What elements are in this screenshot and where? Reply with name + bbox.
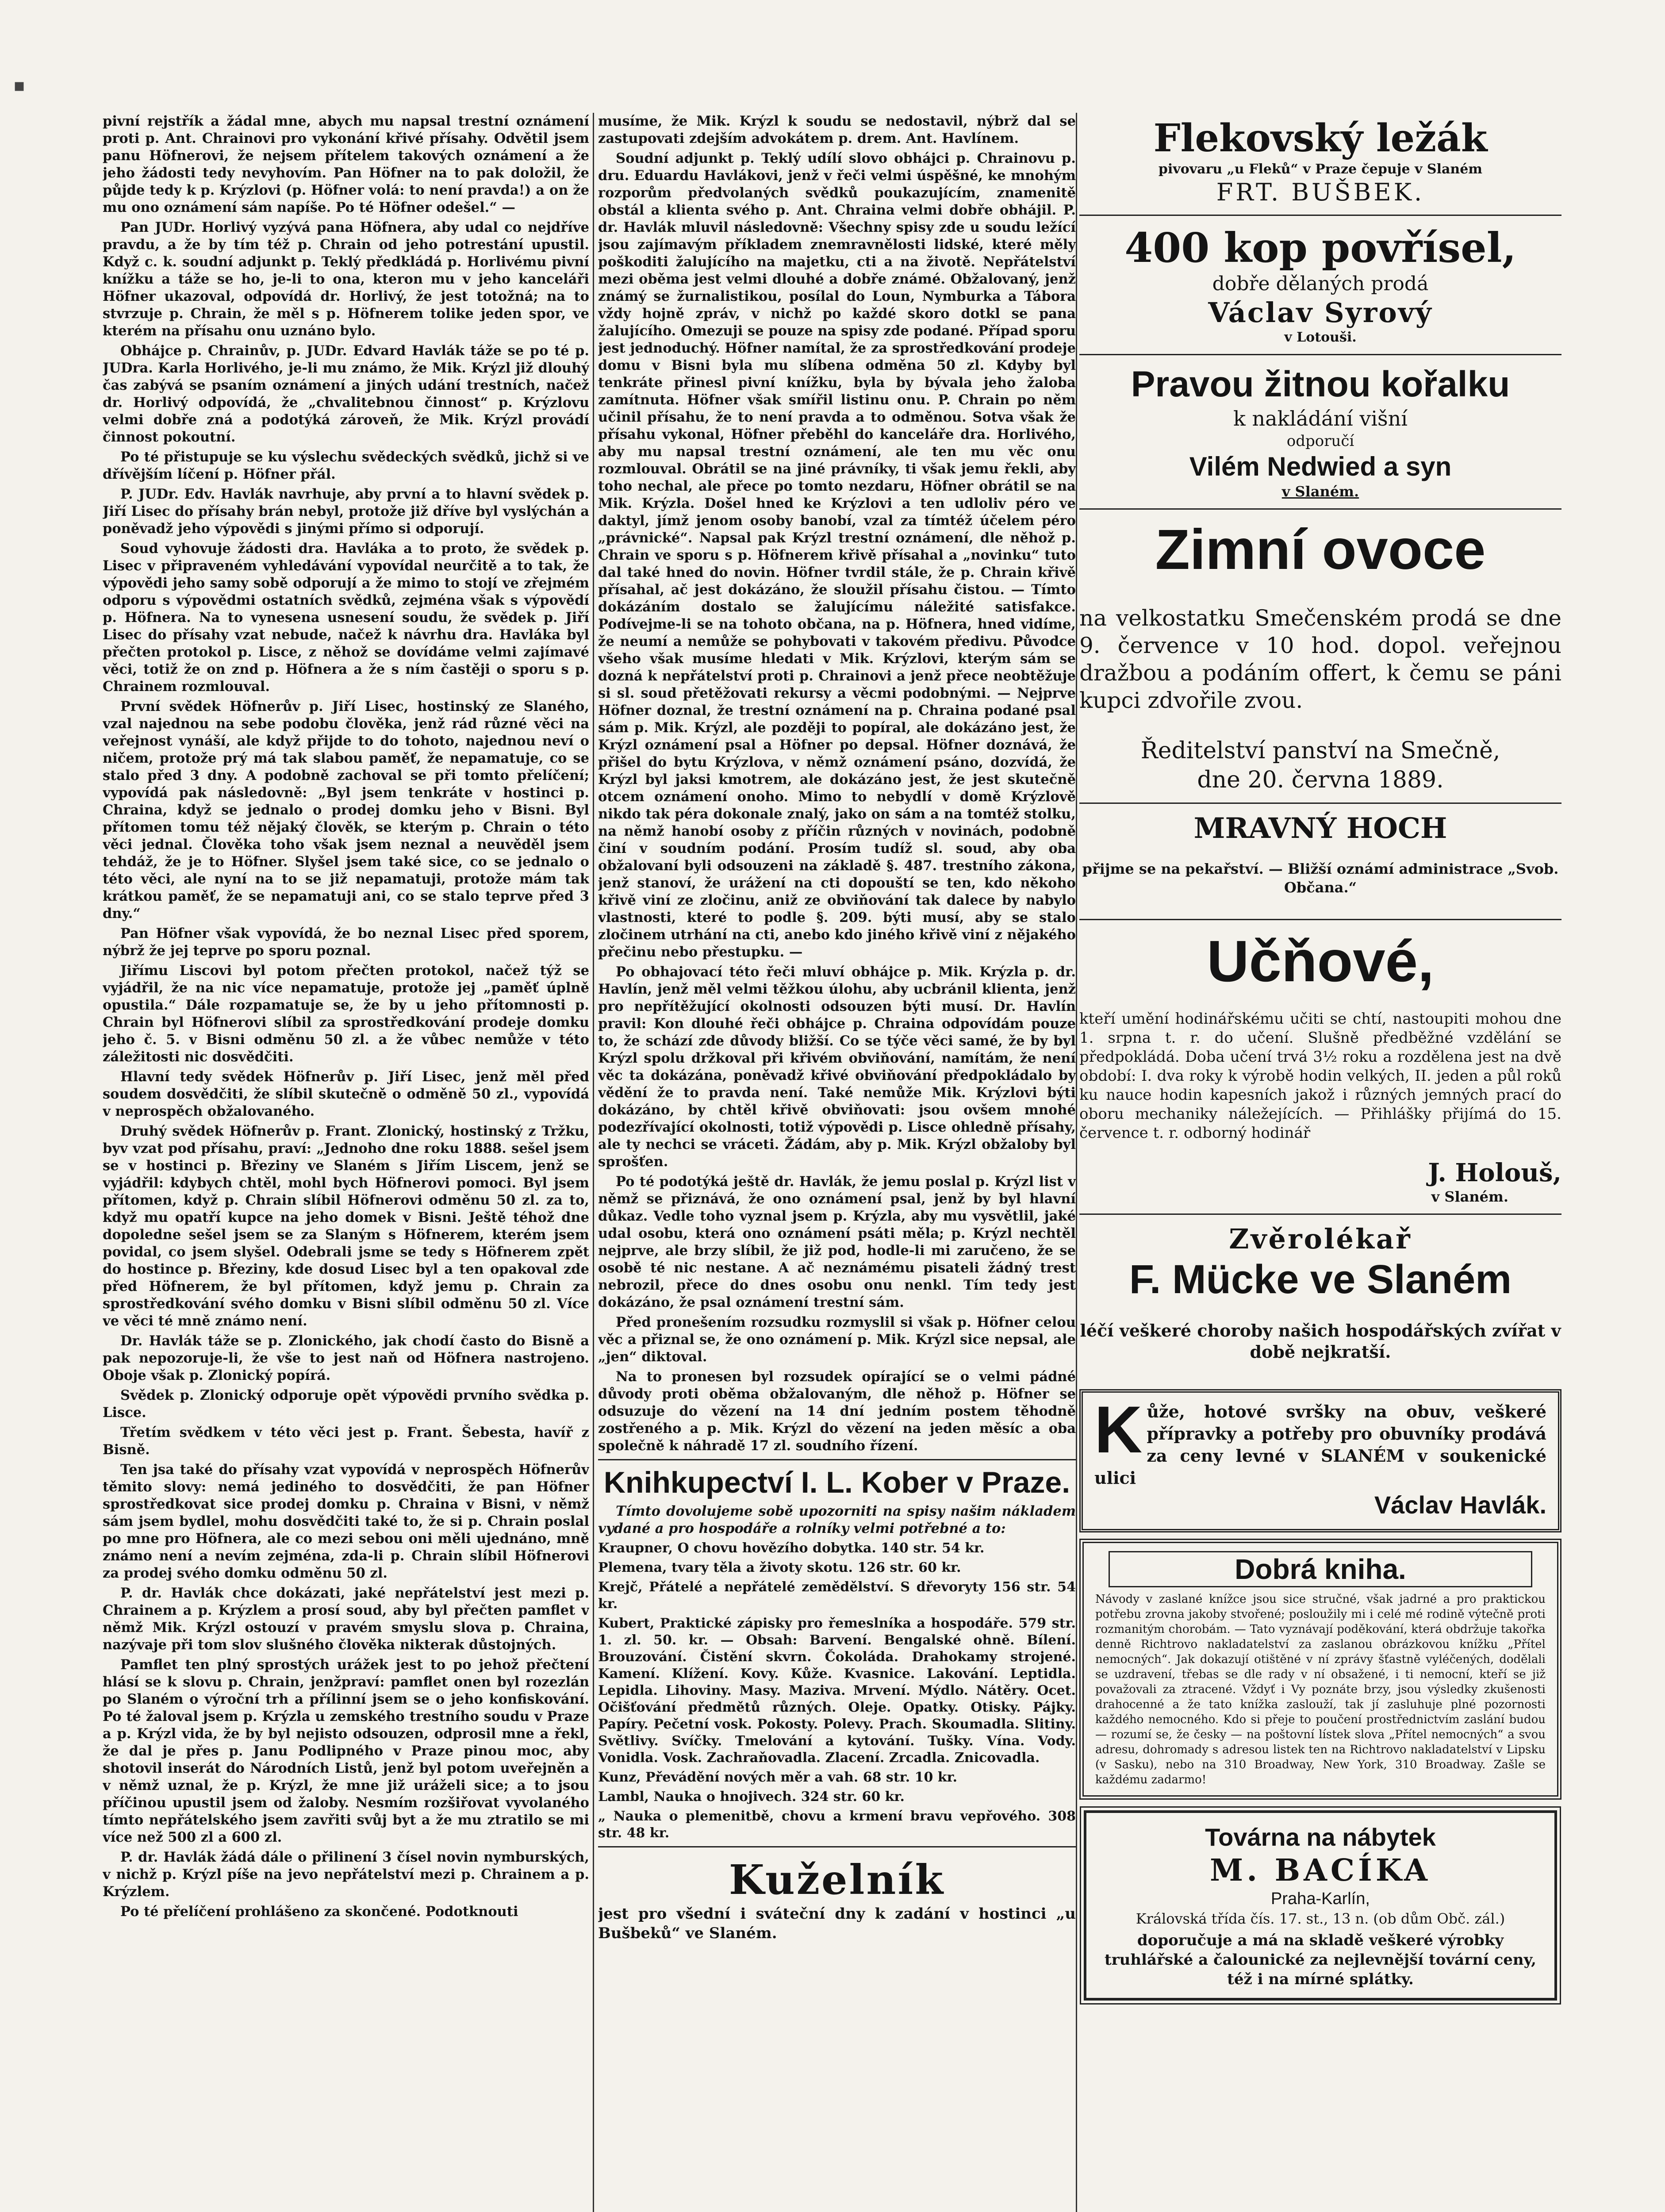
flekovsky-title: Flekovský ležák: [1153, 116, 1488, 161]
article-paragraph: Svědek p. Zlonický odporuje opět výpovědi prvního svědka p. Lisce.: [103, 1387, 589, 1421]
nabytek-address: Královská třída čís. 17. st., 13 n. (ob dům Obč. zál.): [1136, 1910, 1505, 1927]
zverolekar-title: Zvěrolékař: [1229, 1223, 1412, 1255]
bookshop-item: Krejč, Přátelé a nepřátelé zemědělství. S dřevoryty 156 str. 54 kr.: [598, 1579, 1076, 1612]
article-column-middle: [598, 113, 1076, 2212]
ovoce-body: na velkostatku Smečenském prodá se dne 9. července v 10 hod. dopol. veřejnou dražbou a podáním offert, k čemu se páni kupci zdvořile zvou.: [1079, 605, 1561, 713]
nabytek-title: Továrna na nábytek: [1205, 1823, 1436, 1851]
article-paragraph: Jiřímu Liscovi byl potom přečten protokol, načež týž se vyjádřil, že na nic více nepamatuje, protože jej „paměť úplně opustila.“ Dále rozpamatuje se, že by u jeho přítomnosti p. Chrain byl Höfnerovi slíbil za sprostředkování prodeje domku jeho č. 5. v Bisni odměnu 50 zl. a že vůbec nemůže v této záležitosti nic dosvědčiti.: [103, 963, 589, 1065]
hoch-title: MRAVNÝ HOCH: [1193, 812, 1447, 845]
article-paragraph: Pan Höfner však vypovídá, že bo neznal Lisec před sporem, nýbrž že jej teprve po sporu poznal.: [103, 926, 589, 959]
article-paragraph: Pamflet ten plný sprostých urážek jest to po jehož přečtení hlásí se k slovu p. Chrain, jenžpraví: pamflet onen byl rozezlán po Slaném o výroční trh a přílinní jsem se o jeho konfiskování. Po té žaloval jsem p. Krýzla u zemského trestního soudu v Praze a p. Krýzl vida, že by byl nejisto odsouzen, odprosil mne a řekl, že dal je přes p. Janu Podlipného v Praze pinou moc, aby shotovil inserát do Národních Listů, jenž byl potom uveřejněn a v němž uznal, že p. Krýzl, že mne již uráželi sice; a to jsou příčinou upustil jsem od žaloby. Nesmím rozšiřovat vyvolaného tímto nepřátelského jsem zavřiti svůj byt a že mu ztratilo se mi více než 500 zl a 600 zl.: [103, 1657, 589, 1845]
article-paragraph: P. dr. Havlák žádá dále o přilinení 3 čísel novin nymburských, v nichž p. Krýzl píše na jevo nepřátelství mezi p. Chrainem a p. Krýzlem.: [103, 1849, 589, 1900]
article-paragraph: Po té podotýká ještě dr. Havlák, že jemu poslal p. Krýzl list v němž se přiznává, že ono oznámení psal, jenž by byl hlavní důkaz. Vedle toho vyznal jsem p. Krýzla, aby mu vysvětlil, jaké udal osobu, která ono oznámení psáti měla; p. Krýzl nechtěl nejprve, ale brzy slíbil, že již pod, hodle-li mi zaručeno, že se osobě té nic nestane. A ač neznámému pisateli žádný trest nebrozil, přece do dnes osobu onu nenkl. Tím tedy jest dokázáno, že psal oznámení trestní sám.: [598, 1174, 1076, 1310]
povrisel-ad: [1079, 220, 1561, 349]
divider: [598, 1459, 1076, 1460]
column-rule-1: [593, 113, 594, 2212]
bookshop-item: Plemena, tvary těla a životy skotu. 126 str. 60 kr.: [598, 1560, 961, 1575]
koralka-place: v Slaném.: [1281, 483, 1359, 500]
article-paragraph: Dr. Havlák táže se p. Zlonického, jak chodí často do Bisně a pak nepozoruje-li, že vše to jest naň od Höfnera nastrojeno. Oboje však p. Zlonický popírá.: [103, 1333, 589, 1383]
article-paragraph: Na to pronesen byl rozsudek opírající se o velmi pádné důvody proti oběma obžalovaným, dle něhož p. Höfner se odsuzuje do vězení na 14 dní jedním postem těhodně zostřeného a p. Mik. Krýzl do vězení na jeden měsíc a oba společně k náhradě 17 zl. soudního řízení.: [598, 1369, 1076, 1454]
article-paragraph: Ten jsa také do přísahy vzat vypovídá v neprospěch Höfnerův těmito slovy: nemá jediného to dosvědčiti, že pan Höfner sprostředkovat sice prodej domku p. Chraina v Bisni, v němž sám jsem bydlel, mohu dosvědčiti také to, že si p. Chrain poslal po mne pro Höfnera, ale co mezi sebou oni měli ujednáno, mně známo není a nevím zejména, zda-li p. Chrain slíbil Höfnerovi za prodej svého domku odměnu 50 zl.: [103, 1462, 589, 1581]
article-paragraph: P. JUDr. Edv. Havlák navrhuje, aby první a to hlavní svědek p. Jiří Lisec do přísahy brán nebyl, protože již dříve byl vyslýchán a poněvadž jeho výpovědi s jinými přímo si odporují.: [103, 486, 589, 537]
kuzelnik-body: jest pro všední i sváteční dny k zadání v hostinci „u Bušbeků“ ve Slaném.: [598, 1905, 1076, 1942]
article-paragraph: Druhý svědek Höfnerův p. Frant. Zlonický, hostinský z Tržku, byv vzat pod přísahu, praví: „Jednoho dne roku 1888. sešel jsem se v hostinci p. Březiny ve Slaném s Jiřím Liscem, jenž se vyjádřil: kdybych chtěl, mohl bych Höfnerovi pomoci. Byl jsem přítomen, když p. Chrain slíbil Höfnerovi odměnu 50 zl. za to, když mu opatří kupce na jeho domek v Bisni. Ještě téhož dne dopoledne sešel jsem se za Slaným s Höfnerem, kterém jsem povidal, co jsem slyšel. Odebrali jsme se tedy s Höfnerem zpět do hostince p. Březiny, kde dosud Lisec byl a ten opakoval zde před Höfnerem, že byl přítomen, když jemu p. Chrain za sprostředkování svého domku v Bisni slíbil odměnu 50 zl. Více ve věci té mně známo není.: [103, 1123, 589, 1329]
bookshop-item: Lambl, Nauka o hnojivech. 324 str. 60 kr.: [598, 1789, 905, 1805]
bookshop-title: Knihkupectví I. L. Kober v Praze.: [603, 1466, 1070, 1499]
article-paragraph: P. dr. Havlák chce dokázati, jaké nepřátelství jest mezi p. Chrainem a p. Krýzlem a prosí soud, aby byl přečten pamflet v němž Mik. Krýzl ostouzí v pravém smyslu slova p. Chraina, nazývaje při tom slov slušného člověka nikterak důstojných.: [103, 1585, 589, 1653]
kuzelnik-title: Kuželník: [729, 1856, 945, 1904]
article-paragraph: Před pronešením rozsudku rozmyslil si však p. Höfner celou věc a přiznal se, že ono oznámení p. Mik. Krýzl sice nepsal, ale „jen“ diktoval.: [598, 1314, 1076, 1365]
kuze-name: Václav Havlák.: [1374, 1491, 1546, 1519]
article-paragraph: Pan JUDr. Horlivý vyzývá pana Höfnera, aby udal co nejdříve pravdu, a že by tím též p. Chrain od jeho potrestání upustil. Když c. k. soudní adjunkt p. Teklý předkládá p. Horlivému pivní knížku a táže se ho, je-li to ona, kteron mu v jeho kanceláři Höfner ukazoval, odpovídá dr. Horlivý, že jest totožná; na to stvrzuje p. Chrain, že měl s p. Höfnerem tolike jeden spor, ve kterém na přísahu onu uznáno bylo.: [103, 219, 589, 339]
ucnove-title: Učňové,: [1207, 929, 1434, 994]
nabytek-place: Praha-Karlín,: [1271, 1889, 1370, 1908]
ovoce-signature-1: Ředitelství panství na Smečně,: [1140, 737, 1500, 764]
divider: [1079, 1214, 1561, 1215]
hoch-ad: [1079, 808, 1561, 914]
povrisel-name: Václav Syrový: [1208, 296, 1433, 329]
koralka-name: Vilém Nedwied a syn: [1189, 452, 1452, 481]
kuze-initial: K: [1094, 1392, 1143, 1467]
hoch-body: přijme se na pekařství. — Bližší oznámí administrace „Svob. Občana.“: [1082, 860, 1559, 896]
nabytek-ad: [1084, 1810, 1557, 2001]
flekovsky-line: pivovaru „u Fleků“ v Praze čepuje v Slaném: [1158, 161, 1483, 177]
column-rule-2: [1076, 113, 1077, 2212]
kuze-ad: [1079, 1389, 1561, 1532]
flekovsky-name: FRT. BUŠBEK.: [1216, 178, 1425, 206]
flekovsky-ad: [1079, 113, 1561, 210]
bookshop-ad: [598, 1465, 1076, 1842]
margin-mark: ▪: [13, 75, 26, 96]
divider: [1079, 508, 1561, 510]
zverolekar-body: léčí veškeré choroby našich hospodářských zvířat v době nejkratší.: [1080, 1321, 1561, 1362]
bookshop-item: Kraupner, O chovu hovězího dobytka. 140 str. 54 kr.: [598, 1540, 985, 1556]
ucnove-place: v Slaném.: [1431, 1188, 1508, 1205]
divider: [1079, 354, 1561, 355]
bookshop-item: „ Nauka o plemenitbě, chovu a krmení bravu vepřového. 308 str. 48 kr.: [598, 1809, 1076, 1841]
povrisel-place: v Lotouši.: [1284, 330, 1357, 345]
nabytek-name: M. BACÍKA: [1210, 1853, 1431, 1888]
kuzelnik-ad: [598, 1852, 1076, 1949]
article-paragraph: První svědek Höfnerův p. Jiří Lisec, hostinský ze Slaného, vzal najednou na sebe podobu člověka, jenž rád různé věci na veřejnost vynáší, ale když přijde to do tohoto, najednou neví o ničem, protože prý má tak slabou paměť, že nepamatuje, co se stalo před 3 dny. A podobně zachoval se při tomto přelíčení; vypovídá pak následovně: „Byl jsem tenkráte v hostinci p. Chraina, když se jednalo o prodej domku jeho v Bisni. Byl přítomen tomu též nějaký člověk, se kterým p. Chrain o této věci jednal. Člověka toho však jsem neznal a neuvěděl jsem tehdáž, že je to Höfner. Slyšel jsem také sice, co se jednalo o této věci, ale nyní na to se již nepamatuji, protože mám tak krátkou paměť, že se nepamatuji ani, co se stalo teprve před 3 dny.“: [103, 699, 589, 922]
koralka-ad: [1079, 360, 1561, 504]
ovoce-ad: [1079, 514, 1561, 798]
article-column-left: [103, 113, 589, 2212]
zverolekar-name: F. Mücke ve Slaném: [1129, 1257, 1512, 1302]
article-paragraph: Po obhajovací této řeči mluví obhájce p. Mik. Krýzla p. dr. Havlín, jenž měl velmi těžkou úlohu, aby ucbránil klienta, jenž pro nepřítěžující okolnosti odsouzen býti musí. Dr. Havlín pravil: Kon dlouhé řeči obhájce p. Chraina odpovídám pouze to, že schází zde důvody bližší. Co se týče věci samé, že by byl Krýzl spolu držkoval při křivém obviňování, namítám, že není věc ta dokázána, poněvadž křivé obviňování předpokládalo by vědění že to pravda není. Také nemůže Mik. Krýzlovi býti dokázáno, by chtěl křivě obviňovati: jsou ovšem mnohé podezřívající okolnosti, totiž výpovědi p. Lisce ohledně přísahy, ale ty nechci se vráceti. Žádám, aby p. Mik. Krýzl obžaloby byl sprošťen.: [598, 964, 1076, 1170]
koralka-title: Pravou žitnou kořalku: [1131, 364, 1510, 404]
article-paragraph: pivní rejstřík a žádal mne, abych mu napsal trestní oznámení proti p. Ant. Chrainovi pro vykonání křivé přísahy. Odvětil jsem panu Höfnerovi, že nejsem přítelem takových oznámení a že jeho žádosti tedy nevyhovím. Pan Höfner na to pak doložil, že půjde tedy k p. Krýzlovi (p. Höfner volá: to není pravda!) a on že mu ono oznámení sám napíše. Po té Höfner odešel.“ —: [103, 113, 589, 215]
article-paragraph: Po té přistupuje se ku výslechu svědeckých svědků, jichž si ve dřívějším líčení p. Höfner přál.: [103, 449, 589, 482]
kuze-text: [1094, 1392, 1546, 1489]
ovoce-signature-2: dne 20. června 1889.: [1197, 767, 1444, 793]
povrisel-title: 400 kop povřísel,: [1124, 224, 1516, 272]
bookshop-item: Kubert, Praktické zápisky pro řemeslníka a hospodáře. 579 str. 1. zl. 50. kr. — Obsah: Barvení. Bengalské ohně. Bílení. Brouzování. Čistění skvrn. Čokoláda. Drahokamy strojené. Kamení. Klížení. Kovy. Kůže. Kvasnice. Lakování. Leptidla. Lepidla. Lihoviny. Masy. Maziva. Mrvení. Mýdlo. Nátěry. Ocet. Očišťování předmětů různých. Oleje. Opatky. Otisky. Pájky. Papíry. Pečetní vosk. Pokosty. Polevy. Prach. Skoumadla. Slitiny. Světlivy. Svíčky. Tmelování a kytování. Tušky. Vína. Vody. Vonidla. Vosk. Zachraňovadla. Zlacení. Zrcadla. Znicovadla.: [598, 1616, 1076, 1766]
kuze-body: ůže, hotové svršky na obuv, veškeré přípravky a potřeby pro obuvníky prodává za ceny levné v SLANÉM v soukenické ulici: [1094, 1402, 1546, 1488]
povrisel-line: dobře dělaných prodá: [1212, 273, 1429, 295]
article-paragraph: Po té přelíčení prohlášeno za skončené. Podotknouti: [120, 1904, 518, 1920]
article-paragraph: Obhájce p. Chrainův, p. JUDr. Edvard Havlák táže se po té p. JUDra. Karla Horlivého, je-li mu známo, že Mik. Krýzl již dlouhý čas zabývá se psaním oznámení a jiných udání trestních, načež dr. Horlivý odpovídá, že „chvalitebnou činnost“ p. Krýzlovu velmi dobře zná a podotýká zároveň, že Mik. Krýzl provádí činnost pokoutní.: [103, 343, 589, 445]
article-paragraph: Soudní adjunkt p. Teklý udílí slovo obhájci p. Chrainovu p. dru. Eduardu Havlákovi, jenž v řeči velmi úspěšné, ke mnohým rozporům předvolaných svědků poukazujícím, znamenitě obstál a klienta svého p. Ant. Chraina velmi dobře obhájil. P. dr. Havlák mluvil následovně: Všechny spisy zde u soudu ležící jsou zajímavým příkladem znemravnělosti lidské, které měly poškoditi žalujícího na majetku, cti a na životě. Nepřátelství mezi oběma jest velmi dlouhé a dobře známé. Obžalovaný, jenž známý se žurnalistikou, posílal do Loun, Nymburka a Tábora vždy hojně zpráv, v nichž po každé skoro dotkl se pana žalujícího. Omezuji se pouze na spisy zde podané. Případ sporu jest jednoduchý. Höfner namítal, že za sprostředkování prodeje domu v Bisni byla mu slíbena odměna 50 zl. Kdyby byl tenkráte přinesl pivní knížku, byla by bývala jeho žaloba zamítnuta. Höfner však smířil listinu onu. P. Chrain po něm učinil přísahu, že to není pravda a to odměnou. Sotva však že přísahu vykonal, Höfner přeběhl do kanceláře dra. Horlivého, aby mu napsal trestní oznámení, ale ten mu věc onu rozmlouval. Obrátil se na jiné právníky, ti však jemu řekli, aby toho nechal, ale přece po tomto nezdaru, Höfner obrátil se na Mik. Krýzla. Došel hned ke Krýzlovi a ten udloliv péro ve daktyl, jímž jenom osoby banobí, vzal za tímtéž účelem péro „právnické“. Napsal pak Krýzl trestní oznámení, dle něhož p. Chrain ve sporu s p. Höfnerem křivě přísahal a „novinku“ tuto dal také hned do novin. Höfner tvrdil stále, že p. Chrain křivě přísahal, ač jest dokázáno, že sloužil přísahu čistou. — Tímto dokázáním dostalo se žalujícímu náležité satisfakce. Podívejme-li se na tohoto občana, na p. Höfnera, hned vidíme, že neumí a nemůže se pohybovati v takovém předivu. Původce všeho však musíme hledati v Mik. Krýzlovi, kterým sám se dozná k nepřátelství proti p. Chrainovi a jenž přece neobtěžuje si sl. soud přetěžovati rekursy a věcmi podobnými. — Nejprve Höfner doznal, že trestní oznámení na p. Chraina podané psal sám p. Mik. Krýzl, ale později to popíral, ale dokázáno jest, že Krýzl oznámení psal a Höfner po depsal. Höfner doznává, že přišel do bytu Krýzlova, v němž oznámení psáno, dozvídá, že Krýzl byl jaksi kmotrem, ale dokázáno jest, že jest skutečně otcem oznámení onoho. Mimo to nebydlí v domě Krýzlově nikdo tak péra dokonale znalý, jako on sám a na tomtéž stolku, na němž hanobí osoby z příčin různých v novinách, podobně činí v soudním podání. Prosím tudíž sl. soud, aby oba obžalovaní byli odsouzeni na základě §. 487. trestního zákona, jenž stanoví, že urážení na cti dopouští se ten, kdo někoho křivě viní ze zločinu, aniž ze obviňování tak dalece by nabylo vlastnosti, které to podle §. 209. býti musí, aby se stalo zločinem utrhání na cti, anebo kdo jiného křivě viní z nějakého přečinu nebo přestupku. —: [598, 150, 1076, 960]
ucnove-ad: [1079, 925, 1561, 1209]
bookshop-item: Kunz, Převádění nových měr a vah. 68 str. 10 kr.: [598, 1770, 958, 1785]
ucnove-name: J. Holouš,: [1428, 1158, 1561, 1187]
koralka-line2: odporučí: [1286, 432, 1354, 450]
kniha-title: Dobrá kniha.: [1109, 1551, 1532, 1587]
koralka-line1: k nakládání višní: [1233, 407, 1408, 430]
divider: [1079, 919, 1561, 920]
nabytek-body: doporučuje a má na skladě veškeré výrobky truhlářské a čalounické za nejlevnější tovární ceny, též i na mírné splátky.: [1105, 1932, 1536, 1988]
kniha-ad: [1079, 1539, 1561, 1800]
kniha-body: Návody v zaslané knížce jsou sice stručné, však jadrné a pro praktickou potřebu zrovna jakoby stvořené; posloužily mi i celé mé rodině výtečně proti rozmanitým chorobám. — Tato vyznávají poděkování, která obdržuje takořka denně Richtrovo nakladatelství za zaslanou obrázkovou knížku „Přítel nemocných“. Jak dokazují otištěné v ní zprávy šťastně vyléčených, dodělali se uzdravení, třebas se dle rady v ní obsažené, i ti nemocní, kteří se již považovali za ztracené. Vždyť i Vy poznáte brzy, jsou výsledky zkušenosti drahocenné a že tato knížka zaslouží, tak jí zasluhuje plné pozornosti každého nemocného. Kdo si přeje to poučení prostřednictvím zaslání budou — rozumí se, že česky — na poštovní lístek slova „Přítel nemocných“ a svou adresu, dohromady s adresou listek ten na Richtrovo nakladatelství v Lipsku (v Sasku), nebo na 310 Broadway, New York, 310 Broadway. Zašle se každému zadarmo!: [1095, 1593, 1546, 1786]
article-paragraph: Soud vyhovuje žádosti dra. Havláka a to proto, že svědek p. Lisec v připraveném vyhledávání vypovídal neurčitě a to tak, že výpovědi jeho samy sobě odporují a že mimo to stojí ve zřejmém odporu s výpovědmi ostatních svědků, zejména však s výpovědí p. Höfnera. Na to vynesena usnesení soudu, že svědek p. Jiří Lisec do přísahy vzat nebude, načež k návrhu dra. Havláka byl přečten protokol p. Lisce, z něhož se dovídáme velmi zajímavé věci, totiž že on znd p. Höfnera a že s ním častěji o sporu s p. Chrainem rozmlouval.: [103, 541, 589, 695]
article-paragraph: Třetím svědkem v této věci jest p. Frant. Šebesta, havíř z Bisně.: [103, 1425, 589, 1458]
divider: [1079, 215, 1561, 216]
ads-column: [1079, 113, 1561, 2212]
ovoce-title: Zimní ovoce: [1155, 518, 1486, 581]
article-paragraph: musíme, že Mik. Krýzl k soudu se nedostavil, nýbrž dal se zastupovati zdejším advokátem p. drem. Ant. Havlínem.: [598, 113, 1076, 146]
article-paragraph: Hlavní tedy svědek Höfnerův p. Jiří Lisec, jenž měl před soudem dosvědčiti, že slíbil skutečně o odměně 50 zl., vypovídá v neprospěch obžalovaného.: [103, 1069, 589, 1119]
ucnove-body: kteří umění hodinářskému učiti se chtí, nastoupiti mohou dne 1. srpna t. r. do učení. Slušně předběžné vzdělání se předpokládá. Doba učení trvá 3½ roku a rozdělena jest na dvě období: I. dva roky k výrobě hodin velkých, II. jeden a půl roků ku nauce hodin kapesních jakož i různých jemných prací do oboru mechaniky náležejících. — Přihlášky přijímá do 15. července t. r. odborný hodinář: [1079, 1010, 1561, 1142]
zverolekar-ad: [1079, 1219, 1561, 1383]
bookshop-intro: Tímto dovolujeme sobě upozorniti na spisy našim nákladem vydané a pro hospodáře a rolníky velmi potřebné a to:: [598, 1503, 1076, 1536]
divider: [598, 1846, 1076, 1847]
divider: [1079, 803, 1561, 804]
